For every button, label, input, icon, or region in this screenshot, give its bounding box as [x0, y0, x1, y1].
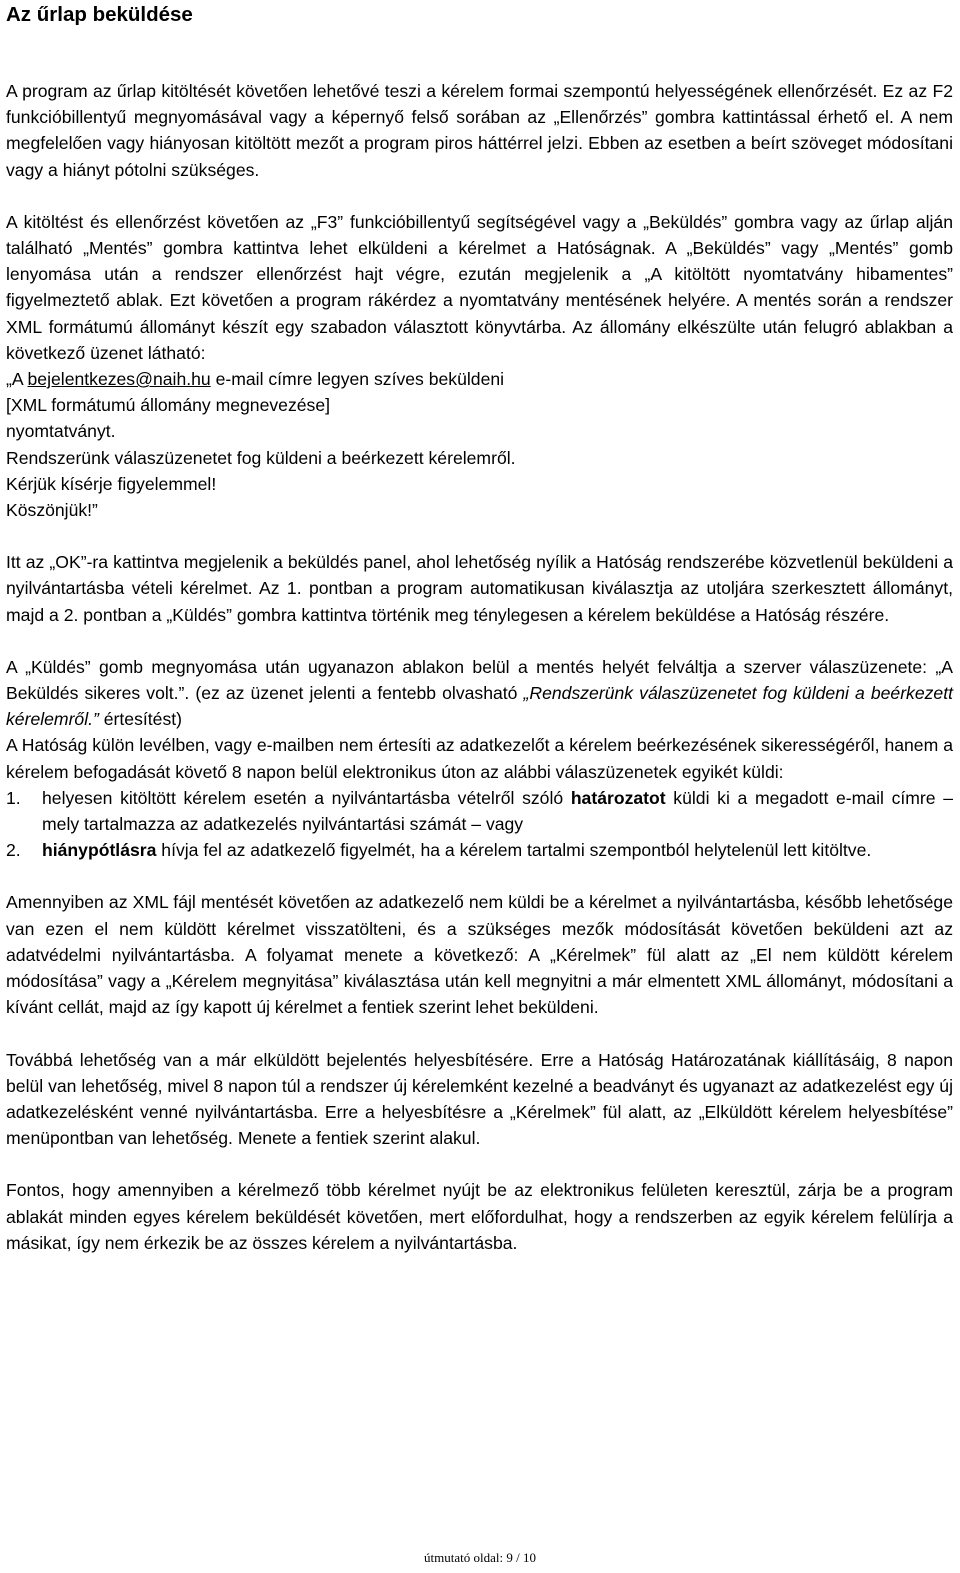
quoted-notification: „Rendszerünk válaszüzenetet fog küldeni a beérkezett kérelemről.”: [6, 683, 953, 730]
message-line-filename: [XML formátumú állomány megnevezése]: [6, 395, 330, 416]
paragraph-send-response: [6, 654, 953, 733]
paragraph-authority-reply: A Hatóság külön levélben, vagy e-mailben nem értesíti az adatkezelőt a kérelem beérkezésének sikerességéről, hanem a kérelem befogadását követő 8 napon belül elektronikus úton az alábbi válaszüzenetek egyikét küldi:: [6, 735, 953, 782]
list-item-text: hívja fel az adatkezelő figyelmét, ha a kérelem tartalmi szempontból helytelenül lett kitöltve.: [156, 840, 872, 861]
document-body: [6, 78, 953, 1256]
message-line-response: Rendszerünk válaszüzenetet fog küldeni a beérkezett kérelemről.: [6, 447, 516, 468]
message-prefix: „A: [6, 369, 28, 390]
message-line-attention: Kérjük kísérje figyelemmel!: [6, 473, 217, 494]
list-item-bold: határozatot: [570, 787, 666, 808]
list-item: [6, 785, 953, 837]
list-item-text: helyesen kitöltött kérelem esetén a nyilvántartásba vételről szóló: [42, 787, 571, 808]
paragraph-reload-xml: Amennyiben az XML fájl mentését követően az adatkezelő nem küldi be a kérelmet a nyilvántartásba, később lehetősége van ezen el nem küldött kérelmet visszatölteni, és a szükséges mezők módosítását követően beküldeni azt az adatvédelmi nyilvántartásba. A folyamat menete a következő: A „Kérelmek” fül alatt az „El nem küldött kérelem módosítása” vagy a „Kérelem megnyitása” kiválasztása után kell megnyitni a már elmentett XML állományt, módosítani a kívánt cellát, majd az így kapott új kérelmet a fentiek szerint lehet beküldeni.: [6, 892, 953, 1018]
send-response-text: A „Küldés” gomb megnyomása után ugyanazon ablakon belül a mentés helyét felváltja a szerver válaszüzenete: „A Beküldés sikeres volt.”. (ez az üzenet jelenti a fentebb olvasható: [6, 656, 953, 704]
list-item: [6, 837, 953, 863]
send-response-tail: értesítést): [98, 709, 182, 730]
message-line-thanks: Köszönjük!”: [6, 500, 98, 521]
page-footer: útmutató oldal: 9 / 10: [424, 1550, 536, 1565]
message-line-email: [6, 366, 953, 392]
list-item-text: küldi ki a megadott e-mail címre – mely tartalmazza az adatkezelés nyilvántartási számát – vagy: [42, 787, 954, 835]
list-item-bold: hiánypótlásra: [42, 840, 157, 861]
email-link[interactable]: bejelentkezes@naih.hu: [27, 369, 211, 390]
paragraph-form-check: A program az űrlap kitöltését követően lehetővé teszi a kérelem formai szempontú helyességének ellenőrzését. Ez az F2 funkcióbillentyű megnyomásával vagy a képernyő felső sorában az „Ellenőrzés” gombra kattintással érhető el. A nem megfelelően vagy hiányosan kitöltött mezőt a program piros háttérrel jelzi. Ebben az esetben a beírt szöveget módosítani vagy a hiányt pótolni szükséges.: [6, 81, 953, 180]
paragraph-correction: Továbbá lehetőség van a már elküldött bejelentés helyesbítésére. Erre a Hatóság Határozatának kiállításáig, 8 napon belül van lehetőség, mivel 8 napon túl a rendszer új kérelemként kezelné a beadványt és ugyanazt az adatkezelést egy új adatkezelésként venné nyilvántartásba. Erre a helyesbítésre a „Kérelmek” fül alatt, az „Elküldött kérelem helyesbítése” menüpontban van lehetőség. Menete a fentiek szerint alakul.: [6, 1049, 953, 1149]
page-title: Az űrlap beküldése: [6, 3, 193, 26]
message-suffix: e-mail címre legyen szíves beküldeni: [210, 369, 505, 390]
list-item-number: 2.: [6, 840, 21, 861]
paragraph-important: Fontos, hogy amennyiben a kérelmező több kérelmet nyújt be az elektronikus felületen keresztül, zárja be a program ablakát minden egyes kérelem beküldését követően, mert előfordulhat, hogy a rendszerben az egyik kérelem felülírja a másikat, így nem érkezik be az összes kérelem a nyilvántartásba.: [6, 1180, 953, 1253]
paragraph-ok-panel: Itt az „OK”-ra kattintva megjelenik a beküldés panel, ahol lehetőség nyílik a Hatóság rendszerébe közvetlenül beküldeni a nyilvántartásba vételi kérelmet. Az 1. pontban a program automatikusan kiválasztja az utoljára szerkesztett állományt, majd a 2. pontban a „Küldés” gombra kattintva történik meg ténylegesen a kérelem beküldése a Hatóság részére.: [6, 552, 953, 625]
paragraph-submission: A kitöltést és ellenőrzést követően az „F3” funkcióbillentyű segítségével vagy a „Beküldés” gombra vagy az űrlap alján található „Mentés” gombra kattintva lehet elküldeni a kérelmet a Hatóságnak. A „Beküldés” vagy „Mentés” gomb lenyomása után a rendszer ellenőrzést hajt végre, ezután megjelenik a „A kitöltött nyomtatvány hibamentes” figyelmeztető ablak. Ezt követően a program rákérdez a nyomtatvány mentésének helyére. A mentés során a rendszer XML formátumú állományt készít egy szabadon választott könyvtárba. Az állomány elkészülte után felugró ablakban a következő üzenet látható:: [6, 211, 953, 363]
message-line-form: nyomtatványt.: [6, 421, 116, 442]
list-item-number: 1.: [6, 787, 21, 808]
reply-options-list: [6, 785, 953, 864]
